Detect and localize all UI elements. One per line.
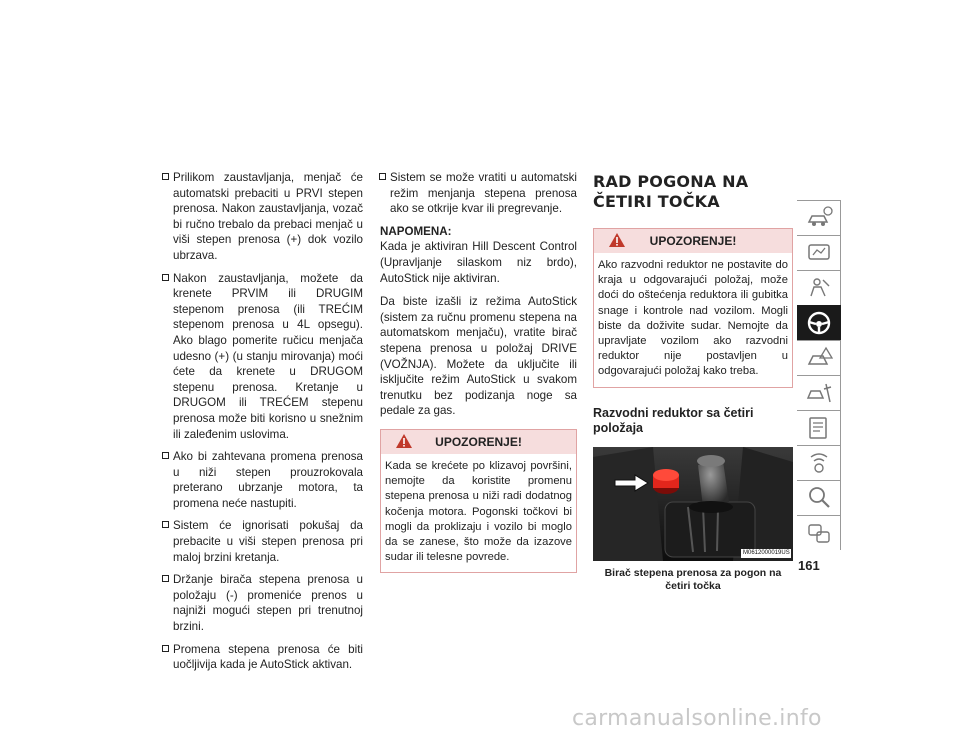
checkbox-bullet-icon <box>379 173 386 180</box>
steering-wheel-icon <box>805 309 833 337</box>
warning-text: Ako razvodni reduktor ne postavite do kraja u odgovarajući položaj, može doći do oštećenja reduktora ili gubitka snage i kontrole nad vozilom. Mogli biste da doživite sudar. Nemojte da upravljate vozilom ako razvodni reduktor nije postavljen u odgovarajući položaj kako treba. <box>598 259 788 378</box>
paragraph: Da biste izašli iz režima AutoStick (sistem za ručnu promenu stepena na automatskom menjaču), vratite birač stepena prenosa u položaj DRIVE (VOŽNJA). Možete da uključite ili isključite režim AutoStick u svakom trenutku bez podizanja noge sa pedale za gas. <box>380 295 577 418</box>
image-caption: Birač stepena prenosa za pogon na četiri točka <box>604 566 782 592</box>
warning-title: UPOZORENJE! <box>435 434 522 449</box>
column-right <box>593 172 793 593</box>
list-item: Držanje birača stepena prenosa u položaju (-) promeniće prenos u najniži mogući stepen pri trenutnoj brzini. <box>163 572 363 634</box>
list-item: Ako bi zahtevana promena prenosa u niži stepen prouzrokovala preterano ubrzanje motora, ta promena neće nastupiti. <box>163 449 363 511</box>
warning-header <box>594 229 792 253</box>
list-item: Sistem se može vratiti u automatski režim menjanja stepena prenosa ako se otkrije kvar ili pregrevanje. <box>380 170 577 217</box>
tab-multimedia[interactable] <box>797 445 841 480</box>
page-number: 161 <box>798 558 820 573</box>
section-heading: RAD POGONA NA ČETIRI TOČKA <box>593 172 749 211</box>
list-item: Prilikom zaustavljanja, menjač će automatski prebaciti u PRVI stepen prenosa. Nakon zaustavljanja, vozač bi ručno trebalo da prebaci menjač u viši stepen prenosa (+) dok vozilo ubrzava. <box>163 170 363 264</box>
warning-triangle-icon <box>608 232 626 248</box>
tab-starting-driving[interactable] <box>797 305 841 340</box>
image-code: M0612000019US <box>743 549 790 556</box>
warning-box <box>593 228 793 388</box>
tab-language[interactable] <box>797 515 841 550</box>
warning-header <box>381 430 576 454</box>
column-left <box>163 170 363 680</box>
car-info-icon <box>805 204 833 232</box>
safety-icon <box>805 274 833 302</box>
chapter-tabs <box>797 200 841 550</box>
language-icon <box>805 519 833 547</box>
list-item: Promena stepena prenosa će biti uočljivija kada je AutoStick aktivan. <box>163 642 363 673</box>
warning-car-icon <box>805 344 833 372</box>
tab-car-info[interactable] <box>797 200 841 235</box>
checkbox-bullet-icon <box>162 575 169 582</box>
tab-maintenance[interactable] <box>797 410 841 445</box>
checkbox-bullet-icon <box>162 645 169 652</box>
tab-service[interactable] <box>797 375 841 410</box>
list-item: Nakon zaustavljanja, možete da krenete PRVIM ili DRUGIM stepenom prenosa (ili TREĆIM stepenom prenosa u 4L opsegu). Ako blago pomerite ručicu menjača udesno (+) (u stanju mirovanja) moći ćete da krenete u DRUGOM stepenu prenosa. Kretanje u DRUGOM ili TREĆEM stepenu prenosa može biti korisno u snežnim ili zaleđenim uslovima. <box>163 271 363 443</box>
warning-box <box>380 429 577 573</box>
warning-triangle-icon <box>395 433 413 449</box>
subheading: Razvodni reduktor sa četiri položaja <box>593 405 754 436</box>
transfer-case-photo <box>593 447 793 561</box>
tab-emergency[interactable] <box>797 340 841 375</box>
checkbox-bullet-icon <box>162 274 169 281</box>
checkbox-bullet-icon <box>162 452 169 459</box>
warning-title: UPOZORENJE! <box>649 234 737 248</box>
checkbox-bullet-icon <box>162 173 169 180</box>
service-car-icon <box>805 379 833 407</box>
search-icon <box>805 484 833 512</box>
tab-safety[interactable] <box>797 270 841 305</box>
tab-dashboard[interactable] <box>797 235 841 270</box>
list-item: Sistem će ignorisati pokušaj da prebacite u viši stepen prenosa pri maloj brzini kretanja. <box>163 518 363 565</box>
note-title: NAPOMENA: <box>380 224 452 238</box>
checkbox-bullet-icon <box>162 521 169 528</box>
multimedia-icon <box>805 449 833 477</box>
maintenance-icon <box>805 414 833 442</box>
shifter-illustration <box>593 447 793 561</box>
column-middle <box>380 170 577 573</box>
watermark: carmanualsonline.info <box>572 706 822 731</box>
tab-index[interactable] <box>797 480 841 515</box>
warning-text: Kada se krećete po klizavoj površini, nemojte da koristite promenu stepena prenosa u niži radi dodatnog kočenja motora. Pogonski točkovi bi mogli da proklizaju i vozilo bi moglo da se zanese, što može da izazove sudar ili telesne povrede. <box>385 459 572 564</box>
note-text: Kada je aktiviran Hill Descent Control (Upravljanje silaskom niz brdo), AutoStick nije aktiviran. <box>380 240 577 285</box>
dashboard-icon <box>805 239 833 267</box>
